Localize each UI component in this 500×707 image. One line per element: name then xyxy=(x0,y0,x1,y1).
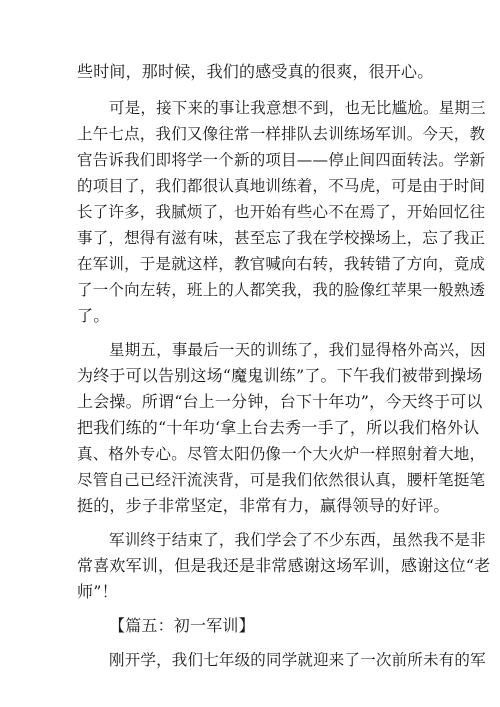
text-line: 尽管自己已经汗流浃背，可是我们依然很认真，腰杆笔挺笔 xyxy=(77,471,486,489)
text-line: 在军训，于是就这样，教官喊向右转，我转错了方向，竟成 xyxy=(77,255,486,273)
text-line: 的项目了，我们都很认真地训练着，不马虎，可是由于时间 xyxy=(77,177,486,195)
paragraph-first-line: 军训终于结束了，我们学会了不少东西，虽然我不是非 xyxy=(109,531,486,549)
text-line: 官告诉我们即将学一个新的项目——停止间四面转法。学新 xyxy=(77,151,486,169)
text-line: 为终于可以告别这场“魔鬼训练”了。下午我们被带到操场 xyxy=(77,366,483,385)
text-line: 了一个向左转，班上的人都笑我，我的脸像红苹果一般熟透 xyxy=(77,281,486,299)
text-line: 事了，想得有滋有味，甚至忘了我在学校操场上，忘了我正 xyxy=(77,229,486,247)
paragraph-first-line: 刚开学，我们七年级的同学就迎来了一次前所未有的军 xyxy=(109,651,486,669)
paragraph-first-line: 可是，接下来的事让我意想不到，也无比尴尬。星期三 xyxy=(109,99,486,117)
text-line: 些时间，那时候，我们的感受真的很爽，很开心。 xyxy=(77,62,434,81)
text-line: 上午七点，我们又像往常一样排队去训练场军训。今天，教 xyxy=(77,125,486,143)
text-line: 常喜欢军训，但是我还是非常感谢这场军训，感谢这位“老 xyxy=(77,556,491,575)
text-line: 真、格外专心。尽管太阳仍像一个大火炉一样照射着大地， xyxy=(77,445,486,463)
section-heading: 【篇五：初一军训】 xyxy=(109,616,255,635)
text-line: 长了许多，我腻烦了，也开始有些心不在焉了，开始回忆往 xyxy=(77,203,486,221)
text-line: 挺的，步子非常坚定，非常有力，赢得领导的好评。 xyxy=(77,496,450,515)
text-line: 了。 xyxy=(77,306,110,325)
text-line: 上会操。所谓“台上一分钟，台下十年功”，今天终于可以 xyxy=(77,392,483,411)
text-line: 师”！ xyxy=(77,582,118,601)
paragraph-first-line: 星期五，事最后一天的训练了，我们显得格外高兴，因 xyxy=(109,341,486,359)
text-line: 把我们练的“十年功‘拿上台去秀一手了，所以我们格外认 xyxy=(77,418,480,437)
